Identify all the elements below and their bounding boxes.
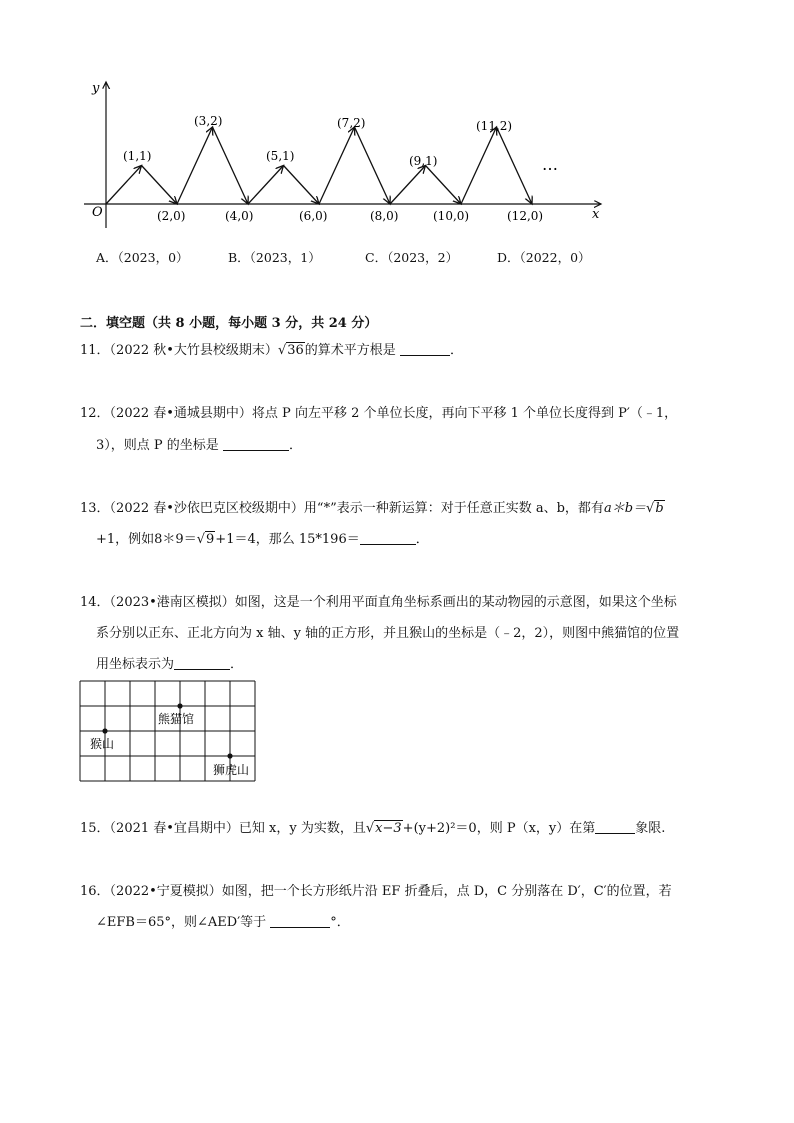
q11-end: ． — [449, 343, 463, 358]
choice-d: D．（2022，0） — [497, 250, 591, 265]
zigzag-segment — [497, 127, 533, 204]
question-14-line-1: 14．（2023•港南区模拟）如图，这是一个利用平面直角坐标系画出的某动物园的示意图，如果这个坐标 — [80, 595, 677, 610]
zigzag-segment — [426, 166, 462, 205]
q15-prefix: 15．（2021 春•宜昌期中）已知 x，y 为实数，且 — [80, 821, 366, 836]
zigzag-segment — [461, 127, 497, 204]
zigzag-segment — [213, 127, 249, 204]
q14-answer-blank[interactable] — [174, 655, 230, 670]
zigzag-segment — [355, 127, 391, 204]
question-11 — [80, 341, 463, 361]
upper-point-labels — [123, 114, 512, 168]
ellipsis-label: … — [542, 155, 558, 174]
question-12-line-1: 12．（2022 春•通城县期中）将点 P 向左平移 2 个单位长度，再向下平移 1 个单位长度得到 P′（﹣1， — [80, 406, 678, 421]
lion-point — [227, 753, 232, 758]
panda-label: 熊猫馆 — [158, 712, 195, 726]
q13-text-2: +1，例如8＊9＝ — [96, 532, 197, 547]
q12-end: ． — [288, 438, 302, 453]
sqrt-symbol: √ — [646, 501, 655, 516]
zigzag-segment — [248, 166, 284, 205]
q16-end: °． — [330, 915, 350, 930]
point-label: (6,0) — [299, 209, 328, 223]
q11-radicand: 36 — [287, 343, 304, 358]
q13-end: ． — [415, 532, 429, 547]
q11-prefix: 11．（2022 秋•大竹县校级期末） — [80, 343, 278, 358]
q12-answer-blank[interactable] — [223, 436, 289, 451]
q16-answer-blank[interactable] — [270, 913, 330, 928]
y-axis-label: y — [92, 81, 100, 96]
sqrt-symbol: √ — [196, 532, 206, 547]
q11-suffix: 的算术平方根是 — [304, 343, 396, 358]
sqrt-symbol: √ — [277, 343, 287, 358]
q14-text: 用坐标表示为 — [96, 657, 175, 672]
monkey-label: 猴山 — [90, 737, 115, 751]
choice-c: C．（2023，2） — [365, 250, 459, 265]
q15-answer-blank[interactable] — [595, 819, 635, 834]
q15-end: 象限. — [635, 821, 666, 836]
question-14-line-3 — [96, 655, 243, 675]
point-label: (10,0) — [433, 209, 470, 223]
point-label: (2,0) — [157, 209, 186, 223]
q15-radicand: x−3 — [375, 821, 402, 836]
q13-text: 13．（2022 春•沙依巴克区校级期中）用“*”表示一种新运算：对于任意正实数 a、b，都有 — [80, 501, 604, 516]
choice-b: B．（2023，1） — [228, 250, 321, 265]
q15-middle: +(y+2)²＝0，则 P（x，y）在第 — [402, 821, 596, 836]
point-label: (9,1) — [409, 154, 438, 168]
question-16-line-1: 16．（2022•宁夏模拟）如图，把一个长方形纸片沿 EF 折叠后，点 D，C 分别落在 D′，C′的位置，若 — [80, 884, 672, 899]
monkey-point — [102, 728, 107, 733]
point-label: (8,0) — [370, 209, 399, 223]
q12-text: 3），则点 P 的坐标是 — [96, 438, 219, 453]
question-13-line-1 — [80, 499, 665, 519]
zigzag-segment — [106, 166, 142, 205]
question-15 — [80, 819, 665, 839]
section-title: 二．填空题（共 8 小题，每小题 3 分，共 24 分） — [80, 316, 378, 331]
q11-answer-blank[interactable] — [400, 341, 450, 356]
choice-a: A．（2023，0） — [96, 250, 189, 265]
point-label: (12,0) — [507, 209, 544, 223]
zoo-grid-figure — [79, 680, 259, 784]
point-label: (5,1) — [266, 149, 295, 163]
q13-radicand-2: 9 — [206, 532, 215, 547]
sqrt-symbol: √ — [365, 821, 375, 836]
zigzag-segment — [390, 166, 426, 205]
zigzag-path — [106, 127, 532, 204]
q13-answer-blank[interactable] — [360, 530, 416, 545]
q13-radicand: b — [655, 501, 664, 516]
zigzag-segment — [177, 127, 213, 204]
question-14-line-2: 系分别以正东、正北方向为 x 轴、y 轴的正方形，并且猴山的坐标是（﹣2，2），则图中熊猫馆的位置 — [96, 626, 680, 641]
point-label: (3,2) — [194, 114, 223, 128]
q14-end: ． — [230, 657, 244, 672]
question-13-line-2 — [96, 530, 429, 550]
panda-point — [177, 703, 182, 708]
q16-text: ∠EFB＝65°，则∠AED′等于 — [96, 915, 267, 930]
point-label: (11,2) — [476, 119, 513, 133]
zigzag-segment — [319, 127, 355, 204]
point-label: (7,2) — [337, 116, 366, 130]
question-12-line-2 — [96, 436, 302, 456]
zigzag-segment — [284, 166, 320, 205]
point-label: (4,0) — [225, 209, 254, 223]
origin-label: O — [92, 205, 103, 220]
lower-point-labels — [157, 209, 543, 223]
x-axis-label: x — [592, 207, 600, 222]
zigzag-segment — [142, 166, 178, 205]
q13-text-3: +1＝4，那么 15*196＝ — [215, 532, 360, 547]
zigzag-figure — [76, 78, 616, 238]
lion-label: 狮虎山 — [213, 763, 250, 777]
point-label: (1,1) — [123, 149, 152, 163]
question-16-line-2 — [96, 913, 350, 933]
q13-math: a＊b＝ — [603, 501, 647, 516]
